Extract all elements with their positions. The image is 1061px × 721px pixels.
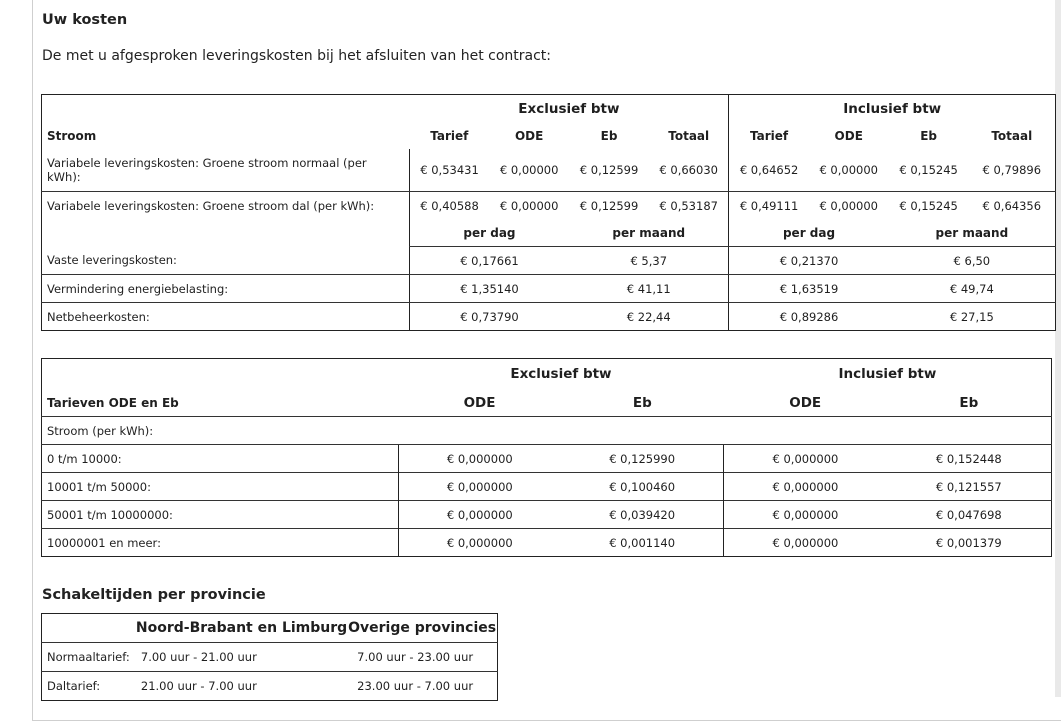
cell-value: € 0,53431	[409, 149, 489, 192]
switch-times-table	[41, 613, 498, 701]
cell-value: € 1,35140	[409, 275, 569, 303]
cell-value: € 1,63519	[729, 275, 889, 303]
row-label: 10000001 en meer:	[42, 529, 399, 557]
cell-value: € 41,11	[569, 275, 729, 303]
table-row	[42, 303, 1056, 331]
col-tarief: Tarief	[430, 128, 469, 143]
cell-value: € 0,66030	[649, 149, 729, 192]
table-row	[42, 247, 1056, 275]
col-totaal: Totaal	[991, 128, 1033, 143]
cell-value: € 27,15	[949, 309, 994, 324]
cell-value: 23.00 uur - 7.00 uur	[347, 672, 497, 701]
row-label: 50001 t/m 10000000:	[42, 501, 399, 529]
group-header-excl: Exclusief btw	[518, 100, 620, 117]
cell-value: € 0,152448	[887, 445, 1052, 473]
cell-value: € 0,49111	[729, 192, 809, 220]
col-noord-brabant-limburg: Noord-Brabant en Limburg	[135, 620, 348, 636]
cell-value: € 0,100460	[561, 473, 724, 501]
cell-value: € 0,000000	[398, 529, 561, 557]
table-row	[42, 643, 498, 672]
cell-value: 7.00 uur - 21.00 uur	[136, 643, 347, 672]
costs-table	[41, 94, 1056, 331]
cell-value: € 6,50	[889, 247, 1056, 275]
cell-value: € 0,17661	[409, 247, 569, 275]
row-label: Variabele leveringskosten: Groene stroom dal (per kWh):	[47, 199, 375, 213]
cell-value: € 0,21370	[729, 247, 889, 275]
cell-value: € 0,001140	[561, 529, 724, 557]
row-label: Netbeheerkosten:	[47, 309, 150, 324]
cell-value: € 0,00000	[809, 149, 889, 192]
cell-value: € 0,89286	[729, 303, 889, 331]
table-row	[42, 417, 1052, 445]
cell-value: € 49,74	[889, 275, 1056, 303]
cell-value: € 22,44	[626, 309, 671, 324]
col-totaal: Totaal	[668, 128, 710, 143]
group-header-incl: Inclusief btw	[838, 366, 937, 382]
cell-value: € 0,00000	[819, 198, 878, 213]
intro-text: De met u afgesproken leveringskosten bij het afsluiten van het contract:	[42, 48, 551, 64]
per-dag-header: per dag	[409, 219, 569, 247]
row-label: Daltarief:	[42, 672, 136, 701]
table-row	[42, 192, 1056, 220]
row-label: 0 t/m 10000:	[42, 445, 399, 473]
row-label-header: Stroom	[47, 128, 97, 143]
group-header-incl: Inclusief btw	[729, 95, 1056, 123]
group-header-excl: Exclusief btw	[510, 366, 612, 382]
col-ode: ODE	[834, 128, 863, 143]
col-overige-provincies: Overige provincies	[348, 620, 497, 636]
col-ode: ODE	[463, 394, 496, 411]
cell-value: € 0,039420	[561, 501, 724, 529]
per-maand-header: per maand	[569, 219, 729, 247]
cell-value: € 0,125990	[561, 445, 724, 473]
col-tarief: Tarief	[729, 122, 809, 149]
section-heading: Uw kosten	[42, 12, 128, 28]
per-dag-header: per dag	[729, 219, 889, 247]
cell-value: € 0,15245	[889, 149, 969, 192]
cell-value: 21.00 uur - 7.00 uur	[136, 672, 347, 701]
table-row	[42, 501, 1052, 529]
cell-value: € 0,00000	[499, 198, 559, 213]
per-maand-header: per maand	[889, 219, 1056, 247]
row-label-header: Tarieven ODE en Eb	[47, 395, 179, 410]
col-eb: Eb	[632, 394, 652, 411]
row-label: Normaaltarief:	[42, 643, 136, 672]
row-label: Vaste leveringskosten:	[42, 247, 410, 275]
rates-table	[41, 358, 1052, 557]
col-ode: ODE	[789, 394, 822, 411]
cell-value: € 0,000000	[724, 529, 887, 557]
cell-value: € 0,000000	[724, 445, 887, 473]
cell-value: € 0,000000	[398, 473, 561, 501]
cell-value: € 0,12599	[579, 198, 639, 213]
table-row	[42, 672, 498, 701]
switch-times-heading: Schakeltijden per provincie	[42, 587, 266, 603]
cell-value: 7.00 uur - 23.00 uur	[347, 643, 497, 672]
table-row	[42, 529, 1052, 557]
cell-value: € 0,000000	[398, 445, 561, 473]
table-row	[42, 445, 1052, 473]
cell-value: € 0,79896	[969, 149, 1056, 192]
cell-value: € 0,001379	[887, 529, 1052, 557]
cell-value: € 0,121557	[887, 473, 1052, 501]
cell-value: € 0,73790	[409, 303, 569, 331]
cell-value: € 0,000000	[724, 473, 887, 501]
cell-value: € 0,047698	[887, 501, 1052, 529]
cell-value: € 0,12599	[569, 149, 649, 192]
row-label: 10001 t/m 50000:	[42, 473, 399, 501]
table-row	[42, 473, 1052, 501]
table-row	[42, 149, 1056, 192]
cell-value: € 0,64356	[982, 198, 1042, 213]
col-eb: Eb	[920, 128, 938, 143]
col-eb: Eb	[600, 128, 618, 143]
col-eb: Eb	[959, 394, 979, 411]
row-label: Vermindering energiebelasting:	[42, 275, 410, 303]
cell-value: € 5,37	[569, 247, 729, 275]
table-row	[42, 275, 1056, 303]
cell-value: € 0,000000	[724, 501, 887, 529]
cell-value: € 0,15245	[899, 198, 958, 213]
cell-value: € 0,40588	[409, 192, 489, 220]
row-label: Variabele leveringskosten: Groene stroom normaal (per kWh):	[42, 149, 410, 192]
col-ode: ODE	[514, 128, 544, 143]
cell-value: € 0,000000	[398, 501, 561, 529]
row-label: Stroom (per kWh):	[42, 417, 1052, 445]
cell-value: € 0,64652	[729, 149, 809, 192]
cell-value: € 0,00000	[489, 149, 569, 192]
cell-value: € 0,53187	[659, 198, 718, 213]
